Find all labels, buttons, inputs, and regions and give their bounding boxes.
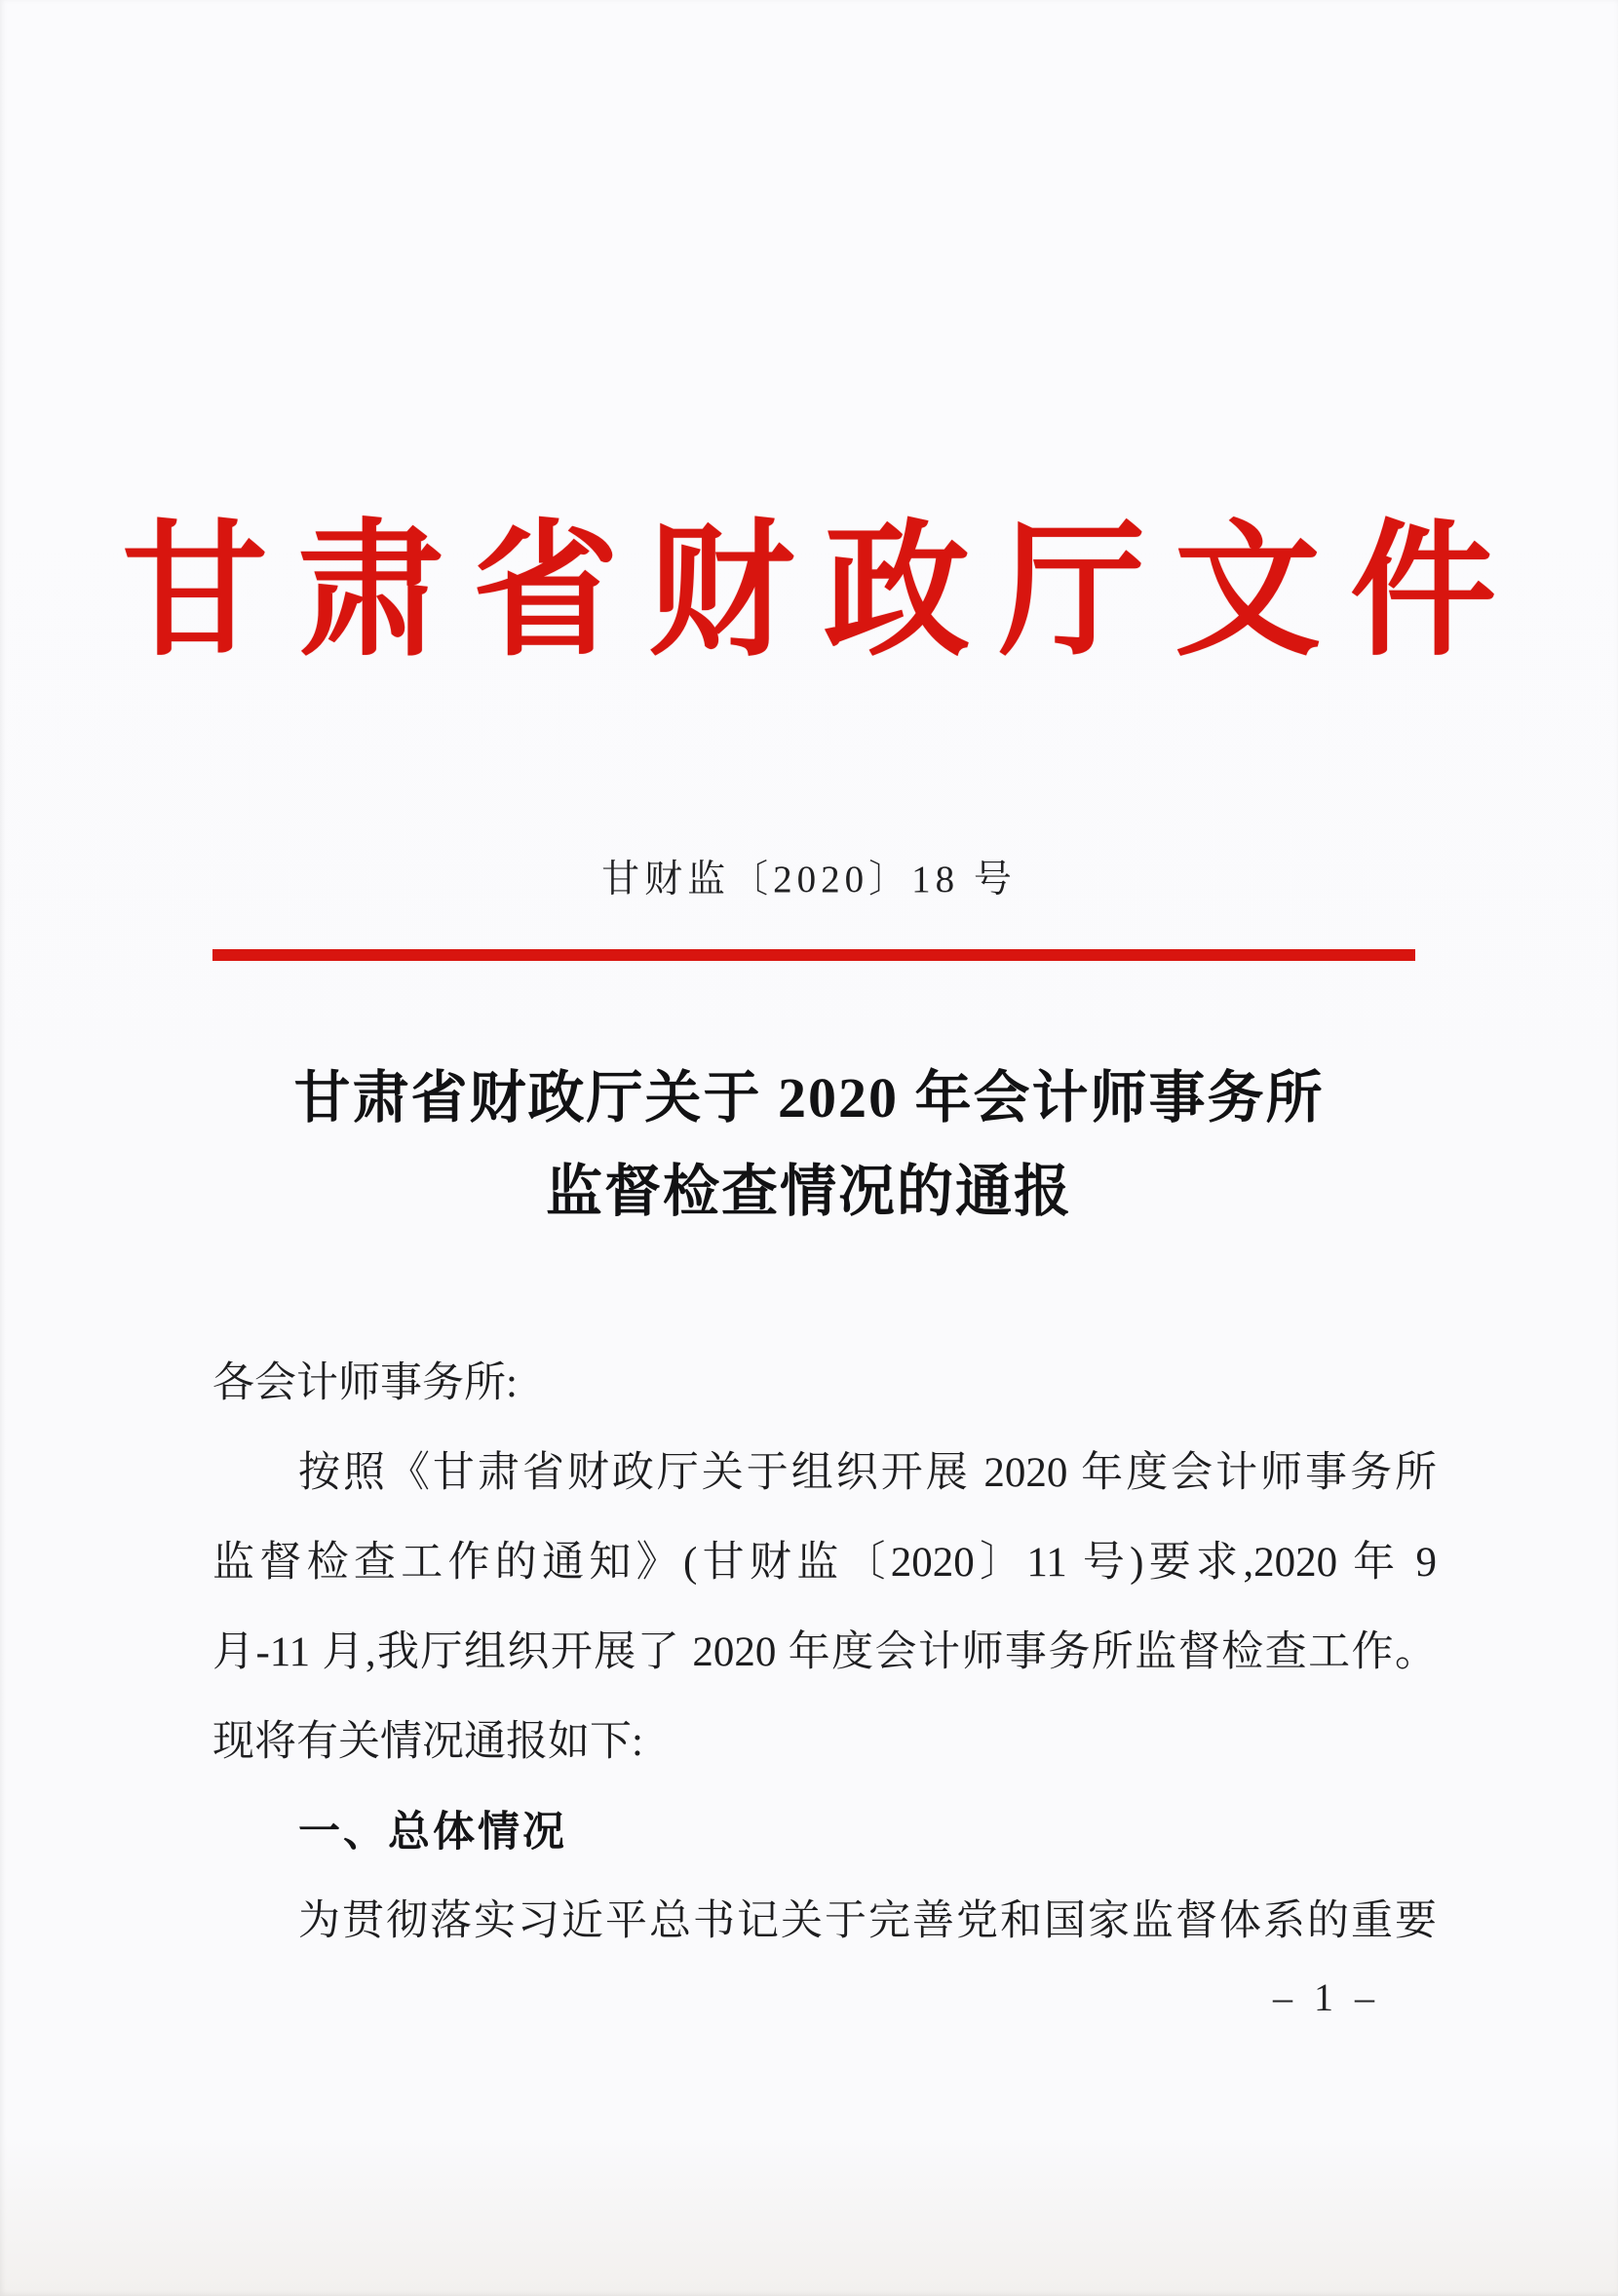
- paragraph1-line-4: 现将有关情况通报如下:: [212, 1719, 643, 1765]
- paragraph1-line-1: 按照《甘肃省财政厅关于组织开展 2020 年度会计师事务所: [298, 1450, 1437, 1496]
- document-title: [0, 1052, 1618, 1239]
- paragraph1-line-3: 月-11 月,我厅组织开展了 2020 年度会计师事务所监督检查工作。: [212, 1629, 1437, 1675]
- document-body: [212, 1339, 1437, 1967]
- letterhead-banner-title: 甘肃省财政厅文件: [121, 512, 1525, 673]
- document-title-line-2: 监督检查情况的通报: [545, 1160, 1072, 1223]
- paragraph1-line-2: 监督检查工作的通知》(甘财监〔2020〕11 号)要求,2020 年 9: [212, 1540, 1437, 1586]
- section1-heading: 一、总体情况: [298, 1809, 567, 1856]
- document-title-line-1: 甘肃省财政厅关于 2020 年会计师事务所: [293, 1066, 1325, 1129]
- red-divider-rule: [212, 949, 1415, 961]
- salutation-line: 各会计师事务所:: [212, 1360, 518, 1406]
- page-number: – 1 –: [1273, 1975, 1380, 2019]
- section1-line-1: 为贯彻落实习近平总书记关于完善党和国家监督体系的重要: [298, 1898, 1437, 1944]
- document-reference-number: 甘财监〔2020〕18 号: [601, 859, 1017, 900]
